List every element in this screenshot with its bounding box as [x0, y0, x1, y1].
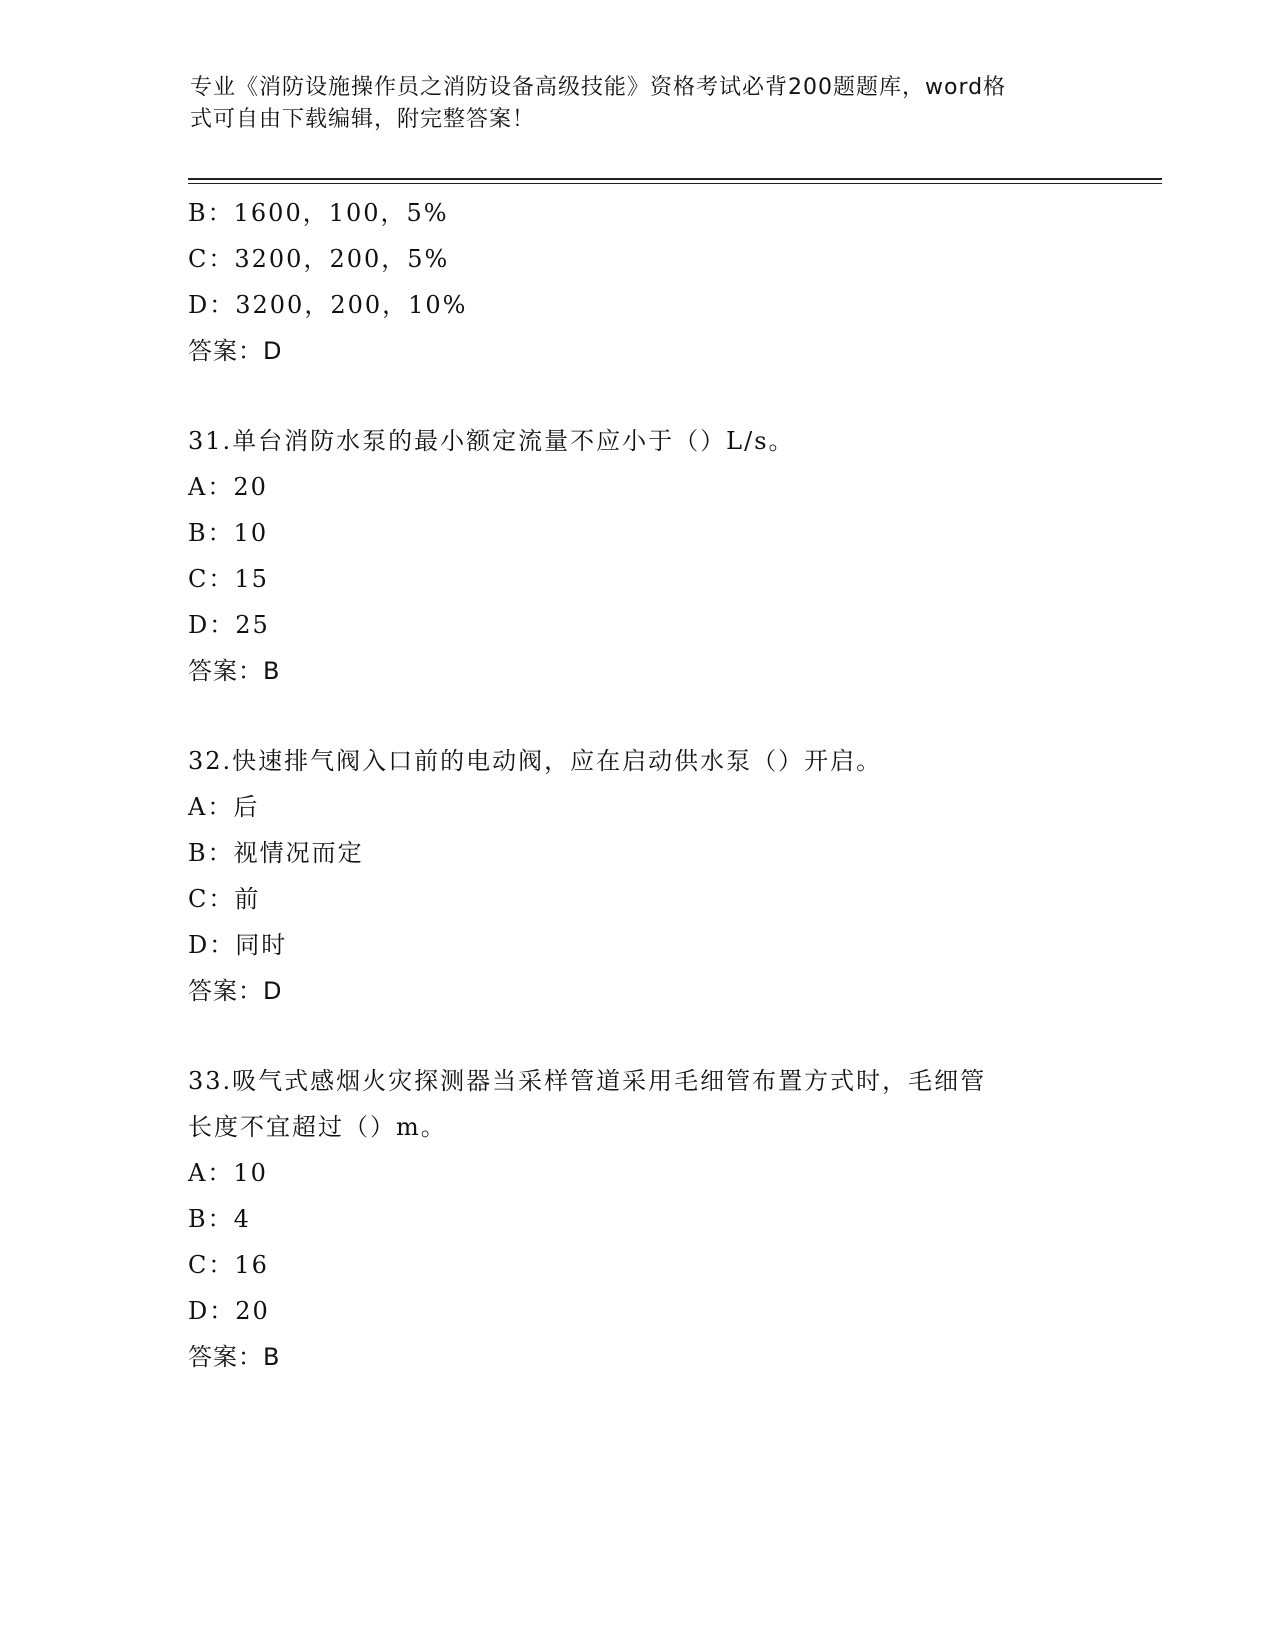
- document-header: [190, 72, 1090, 136]
- spacer: [188, 374, 1088, 418]
- option-a: A：后: [188, 793, 260, 821]
- option-c: C：3200，200，5%: [188, 245, 450, 273]
- option-b: B：4: [188, 1205, 251, 1233]
- answer-line: 答案：B: [188, 1343, 281, 1371]
- header-line-1: 专业《消防设施操作员之消防设备高级技能》资格考试必背200题题库，word格: [190, 75, 1007, 100]
- option-b: B：1600，100，5%: [188, 199, 449, 227]
- spacer: [188, 1014, 1088, 1058]
- option-d: D：3200，200，10%: [188, 291, 468, 319]
- question-text-continued: 长度不宜超过（）m。: [188, 1113, 447, 1141]
- spacer: [188, 694, 1088, 738]
- option-a: A：10: [188, 1159, 268, 1187]
- option-b: B：视情况而定: [188, 839, 364, 867]
- previous-question-block: [188, 190, 1088, 374]
- option-c: C：16: [188, 1251, 269, 1279]
- question-text: 33.吸气式感烟火灾探测器当采样管道采用毛细管布置方式时，毛细管: [188, 1067, 987, 1095]
- answer-line: 答案：D: [188, 977, 283, 1005]
- option-b: B：10: [188, 519, 269, 547]
- answer-line: 答案：B: [188, 657, 281, 685]
- option-d: D：同时: [188, 931, 288, 959]
- question-32: [188, 738, 1088, 1014]
- option-d: D：20: [188, 1297, 270, 1325]
- option-a: A：20: [188, 473, 268, 501]
- option-c: C：15: [188, 565, 269, 593]
- question-content: [188, 190, 1088, 1380]
- option-c: C：前: [188, 885, 261, 913]
- question-31: [188, 418, 1088, 694]
- header-divider-thick: [188, 178, 1162, 180]
- question-text: 32.快速排气阀入口前的电动阀，应在启动供水泵（）开启。: [188, 747, 883, 775]
- question-33: [188, 1058, 1088, 1380]
- option-d: D：25: [188, 611, 270, 639]
- header-line-2: 式可自由下载编辑，附完整答案！: [190, 107, 536, 132]
- answer-line: 答案：D: [188, 337, 283, 365]
- header-divider-thin: [188, 183, 1162, 184]
- question-text: 31.单台消防水泵的最小额定流量不应小于（）L/s。: [188, 427, 795, 455]
